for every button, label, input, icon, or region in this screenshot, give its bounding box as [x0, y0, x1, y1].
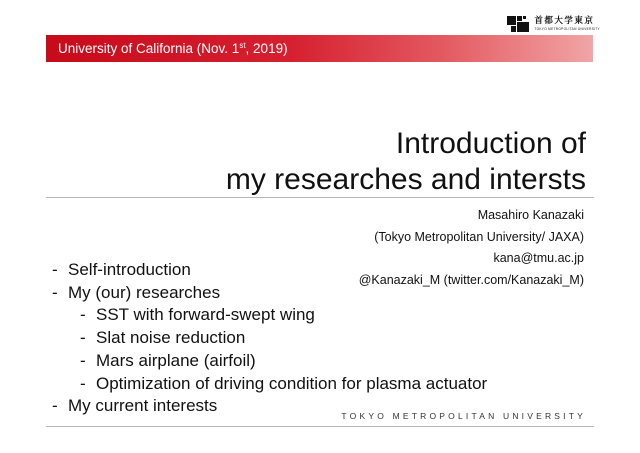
list-item: - Slat noise reduction — [80, 328, 246, 348]
logo-english-text: TOKYO METROPOLITAN UNIVERSITY — [534, 26, 600, 31]
logo-japanese-text: 首都大学東京 — [534, 16, 595, 27]
title-divider — [46, 197, 594, 198]
author-affiliation: (Tokyo Metropolitan University/ JAXA) — [374, 229, 584, 244]
banner-text-end: , 2019) — [245, 41, 288, 56]
title-line-2: my researches and intersts — [225, 163, 586, 196]
banner-text-main: University of California (Nov. 1 — [58, 41, 240, 56]
author-twitter: @Kanazaki_M (twitter.com/Kanazaki_M) — [358, 272, 584, 287]
footer-university-name: TOKYO METROPOLITAN UNIVERSITY — [341, 411, 586, 421]
list-item: - My (our) researches — [52, 282, 221, 302]
list-item: - My current interests — [52, 396, 218, 416]
title-line-1: Introduction of — [395, 127, 586, 160]
bullet-list — [52, 259, 487, 418]
banner-superscript: st — [239, 41, 246, 50]
list-item: - Optimization of driving condition for plasma actuator — [80, 373, 488, 393]
slide-title — [226, 126, 586, 198]
header-banner — [46, 35, 593, 62]
list-item: - Self-introduction — [52, 260, 191, 279]
list-item: - Mars airplane (airfoil) — [80, 350, 256, 370]
footer-divider — [46, 426, 594, 427]
university-logo — [507, 16, 600, 32]
banner-text — [58, 41, 288, 56]
author-name: Masahiro Kanazaki — [477, 208, 584, 222]
tmu-logo-icon — [507, 16, 529, 32]
author-email: kana@tmu.ac.jp — [493, 251, 584, 265]
list-item: - SST with forward-swept wing — [80, 305, 315, 325]
